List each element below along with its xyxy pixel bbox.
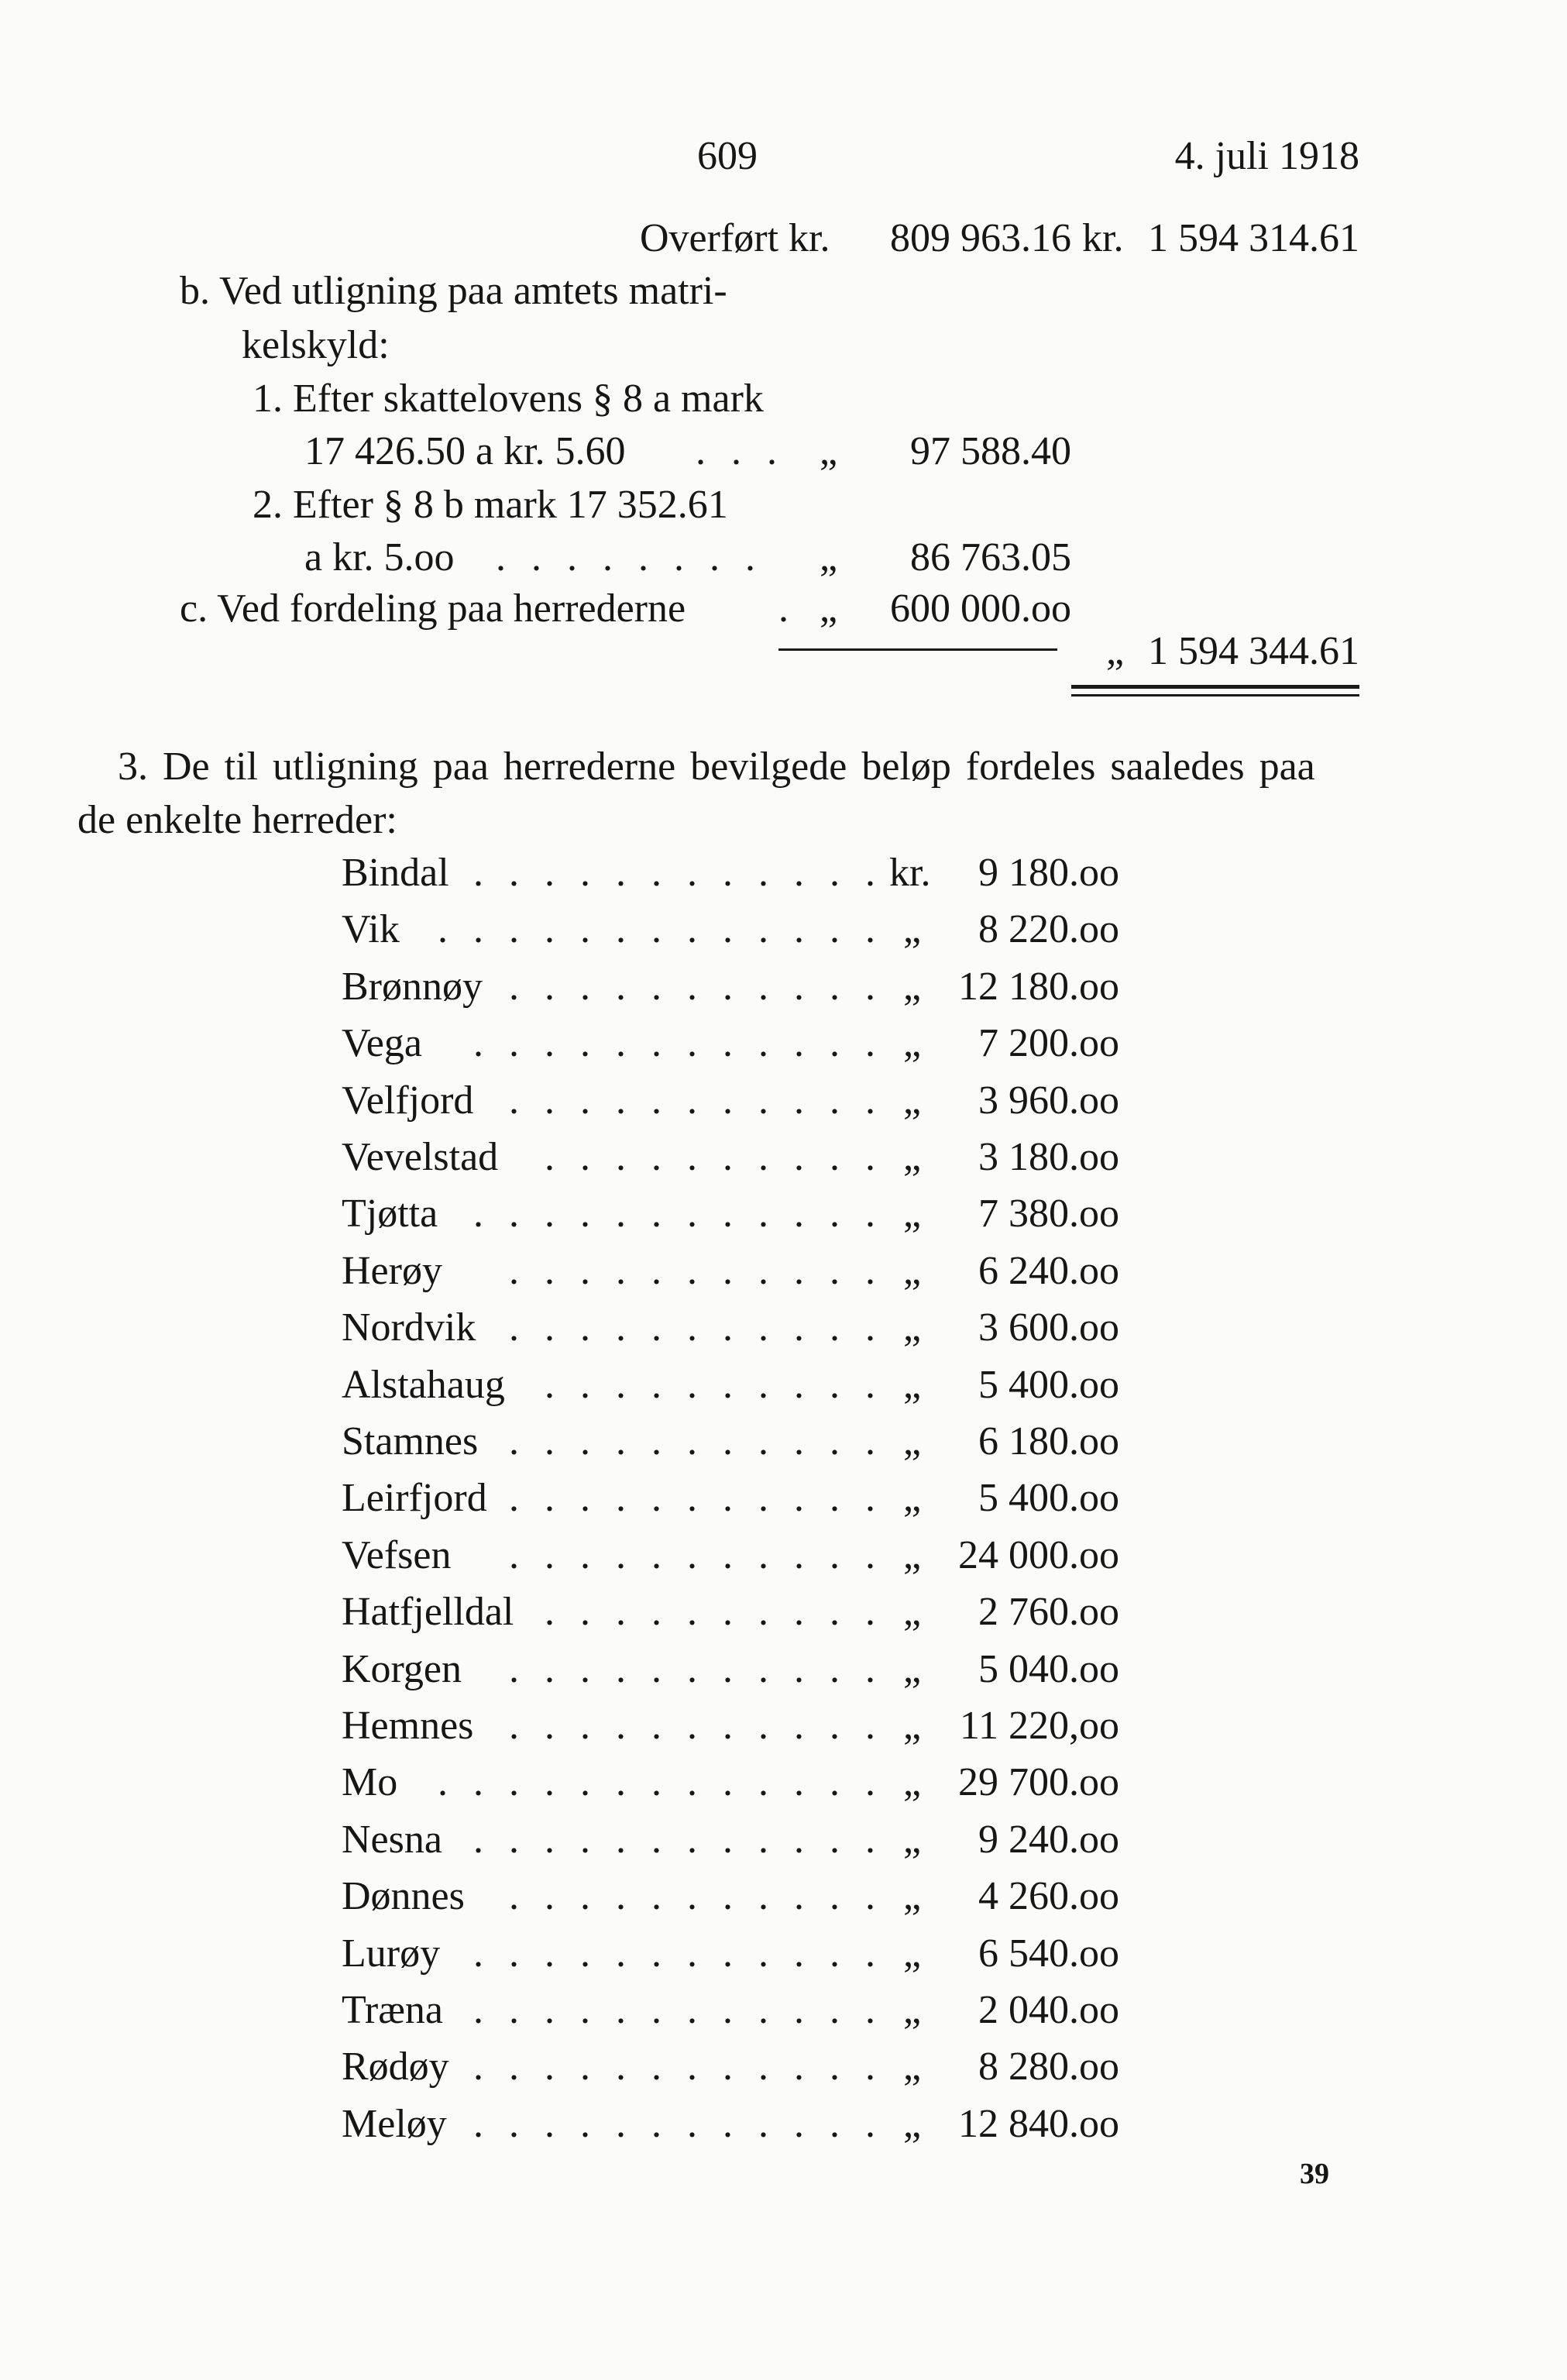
municipality-unit: „ — [903, 1078, 922, 1123]
section-b-item-1-line-1: 1. Efter skattelovens § 8 a mark — [253, 377, 764, 421]
municipality-row — [0, 1589, 1567, 1635]
municipality-unit: „ — [903, 1135, 922, 1179]
municipality-leader-dots: . . . . . . . . . . . — [509, 1874, 883, 1918]
municipality-leader-dots: . . . . . . . . . . . . . — [438, 1760, 883, 1804]
total-ditto: „ — [1106, 629, 1125, 673]
municipality-name: Vega — [342, 1021, 422, 1065]
municipality-name: Vefsen — [342, 1533, 452, 1577]
municipality-unit: „ — [903, 965, 922, 1009]
municipality-name: Meløy — [342, 2102, 447, 2146]
municipality-unit: „ — [903, 1021, 922, 1065]
total-amount: 1 594 344.61 — [1148, 629, 1359, 673]
section-b-item-2-dots: . . . . . . . . — [496, 535, 763, 580]
municipality-leader-dots: . . . . . . . . . . . . — [473, 1192, 883, 1236]
municipality-unit: „ — [903, 1476, 922, 1520]
municipality-leader-dots: . . . . . . . . . . — [545, 1590, 883, 1634]
municipality-row — [0, 1532, 1567, 1579]
municipality-name: Rødøy — [342, 2045, 449, 2089]
section-b-line-1: b. Ved utligning paa amtets matri- — [180, 269, 727, 313]
municipality-unit: „ — [903, 1305, 922, 1350]
municipality-amount: 2 040.oo — [978, 1988, 1119, 2032]
municipality-unit: „ — [903, 1590, 922, 1634]
section-b-item-1-amount: 97 588.40 — [910, 429, 1071, 473]
municipality-name: Hatfjelldal — [342, 1590, 514, 1634]
municipality-name: Hemnes — [342, 1704, 474, 1748]
municipality-name: Nordvik — [342, 1305, 476, 1350]
municipality-row — [0, 1191, 1567, 1237]
municipality-unit: „ — [903, 1249, 922, 1293]
municipality-leader-dots: . . . . . . . . . . . . — [473, 851, 883, 895]
municipality-amount: 3 180.oo — [978, 1135, 1119, 1179]
municipality-amount: 9 240.oo — [978, 1818, 1119, 1862]
municipality-row — [0, 1020, 1567, 1067]
municipality-unit: „ — [903, 1874, 922, 1918]
municipality-name: Bindal — [342, 851, 449, 895]
municipality-amount: 5 040.oo — [978, 1647, 1119, 1691]
municipality-leader-dots: . . . . . . . . . . . — [509, 1647, 883, 1691]
municipality-name: Herøy — [342, 1249, 442, 1293]
municipality-row — [0, 1419, 1567, 1465]
municipality-row — [0, 1305, 1567, 1351]
municipality-amount: 24 000.oo — [958, 1533, 1119, 1577]
municipality-leader-dots: . . . . . . . . . . . — [509, 1533, 883, 1577]
municipality-name: Velfjord — [342, 1078, 474, 1123]
municipality-leader-dots: . . . . . . . . . . . — [509, 1078, 883, 1123]
municipality-row — [0, 1817, 1567, 1863]
municipality-name: Vik — [342, 907, 400, 951]
municipality-amount: 7 200.oo — [978, 1021, 1119, 1065]
municipality-amount: 6 540.oo — [978, 1931, 1119, 1976]
municipality-row — [0, 1987, 1567, 2034]
municipality-name: Korgen — [342, 1647, 462, 1691]
municipality-unit: „ — [903, 1363, 922, 1407]
municipality-amount: 5 400.oo — [978, 1476, 1119, 1520]
municipality-row — [0, 1931, 1567, 1977]
municipality-amount: 6 180.oo — [978, 1419, 1119, 1463]
municipality-unit: „ — [903, 2102, 922, 2146]
carry-amount-2: 1 594 314.61 — [1148, 216, 1359, 260]
section-c-ditto: „ — [820, 586, 838, 631]
carry-kr: kr. — [1082, 216, 1124, 260]
section-3-line-2: de enkelte herreder: — [77, 798, 397, 842]
municipality-name: Træna — [342, 1988, 444, 2032]
municipality-leader-dots: . . . . . . . . . . . — [509, 965, 883, 1009]
section-c-amount: 600 000.oo — [890, 586, 1071, 631]
municipality-row — [0, 1078, 1567, 1124]
municipality-leader-dots: . . . . . . . . . . . . — [473, 1021, 883, 1065]
municipality-amount: 9 180.oo — [978, 851, 1119, 895]
municipality-name: Leirfjord — [342, 1476, 487, 1520]
page-date: 4. juli 1918 — [1174, 134, 1359, 178]
municipality-leader-dots: . . . . . . . . . . . . — [473, 2045, 883, 2089]
municipality-name: Tjøtta — [342, 1192, 438, 1236]
municipality-leader-dots: . . . . . . . . . . . . — [473, 1988, 883, 2032]
section-b-item-2-line-2: a kr. 5.oo — [304, 535, 455, 580]
section-c-dots: . — [778, 586, 789, 631]
municipality-leader-dots: . . . . . . . . . . . — [509, 1704, 883, 1748]
section-b-item-2-line-1: 2. Efter § 8 b mark 17 352.61 — [253, 483, 728, 527]
municipality-unit: „ — [903, 1988, 922, 2032]
section-b-item-2-ditto: „ — [820, 535, 838, 580]
municipality-row — [0, 2044, 1567, 2090]
municipality-amount: 29 700.oo — [958, 1760, 1119, 1804]
municipality-row — [0, 850, 1567, 896]
municipality-unit: „ — [903, 1533, 922, 1577]
municipality-unit: „ — [903, 907, 922, 951]
municipality-unit: „ — [903, 1647, 922, 1691]
municipality-name: Vevelstad — [342, 1135, 499, 1179]
municipality-amount: 6 240.oo — [978, 1249, 1119, 1293]
municipality-leader-dots: . . . . . . . . . . . — [509, 1419, 883, 1463]
municipality-leader-dots: . . . . . . . . . . . — [509, 1305, 883, 1350]
municipality-unit: „ — [903, 1192, 922, 1236]
municipality-amount: 12 840.oo — [958, 2102, 1119, 2146]
municipality-leader-dots: . . . . . . . . . . . . — [473, 2102, 883, 2146]
municipality-leader-dots: . . . . . . . . . . . . — [473, 1818, 883, 1862]
municipality-row — [0, 1646, 1567, 1693]
carry-amount-1: 809 963.16 — [890, 216, 1071, 260]
municipality-name: Mo — [342, 1760, 398, 1804]
municipality-row — [0, 1134, 1567, 1181]
municipality-unit: „ — [903, 1419, 922, 1463]
municipality-leader-dots: . . . . . . . . . . . . — [473, 1931, 883, 1976]
section-b-item-1-ditto: „ — [820, 429, 838, 473]
municipality-name: Stamnes — [342, 1419, 479, 1463]
municipality-name: Dønnes — [342, 1874, 465, 1918]
municipality-amount: 2 760.oo — [978, 1590, 1119, 1634]
municipality-row — [0, 1703, 1567, 1749]
section-b-item-1-dots: . . . — [696, 429, 785, 473]
municipality-leader-dots: . . . . . . . . . . . — [509, 1476, 883, 1520]
municipality-leader-dots: . . . . . . . . . . . — [509, 1249, 883, 1293]
section-b-item-1-line-2: 17 426.50 a kr. 5.60 — [304, 429, 626, 473]
municipality-leader-dots: . . . . . . . . . . — [545, 1135, 883, 1179]
section-b-item-2-amount: 86 763.05 — [910, 535, 1071, 580]
section-b-line-2: kelskyld: — [242, 323, 390, 367]
section-c-line: c. Ved fordeling paa herrederne — [180, 586, 686, 631]
municipality-amount: 4 260.oo — [978, 1874, 1119, 1918]
municipality-amount: 11 220,oo — [959, 1704, 1119, 1748]
sheet-number: 39 — [1300, 2158, 1329, 2190]
municipality-unit: „ — [903, 1760, 922, 1804]
municipality-leader-dots: . . . . . . . . . . . . . — [438, 907, 883, 951]
municipality-row — [0, 1248, 1567, 1295]
municipality-row — [0, 1475, 1567, 1522]
municipality-row — [0, 2101, 1567, 2148]
municipality-name: Alstahaug — [342, 1363, 505, 1407]
municipality-unit: „ — [903, 1704, 922, 1748]
municipality-row — [0, 1362, 1567, 1408]
municipality-row — [0, 906, 1567, 953]
municipality-amount: 7 380.oo — [978, 1192, 1119, 1236]
municipality-amount: 3 960.oo — [978, 1078, 1119, 1123]
municipality-name: Brønnøy — [342, 965, 483, 1009]
municipality-unit: „ — [903, 1818, 922, 1862]
municipality-unit: kr. — [889, 851, 931, 895]
page-number: 609 — [697, 134, 758, 178]
municipality-leader-dots: . . . . . . . . . . — [545, 1363, 883, 1407]
municipality-name: Lurøy — [342, 1931, 441, 1976]
municipality-row — [0, 1759, 1567, 1806]
municipality-row — [0, 964, 1567, 1010]
municipality-amount: 5 400.oo — [978, 1363, 1119, 1407]
municipality-amount: 12 180.oo — [958, 965, 1119, 1009]
carry-label: Overført kr. — [640, 216, 830, 260]
section-3-line-1: 3. De til utligning paa herrederne bevilgede beløp fordeles saaledes paa — [118, 745, 1315, 789]
municipality-amount: 8 220.oo — [978, 907, 1119, 951]
municipality-row — [0, 1873, 1567, 1920]
municipality-name: Nesna — [342, 1818, 442, 1862]
municipality-unit: „ — [903, 1931, 922, 1976]
municipality-amount: 8 280.oo — [978, 2045, 1119, 2089]
municipality-unit: „ — [903, 2045, 922, 2089]
municipality-amount: 3 600.oo — [978, 1305, 1119, 1350]
